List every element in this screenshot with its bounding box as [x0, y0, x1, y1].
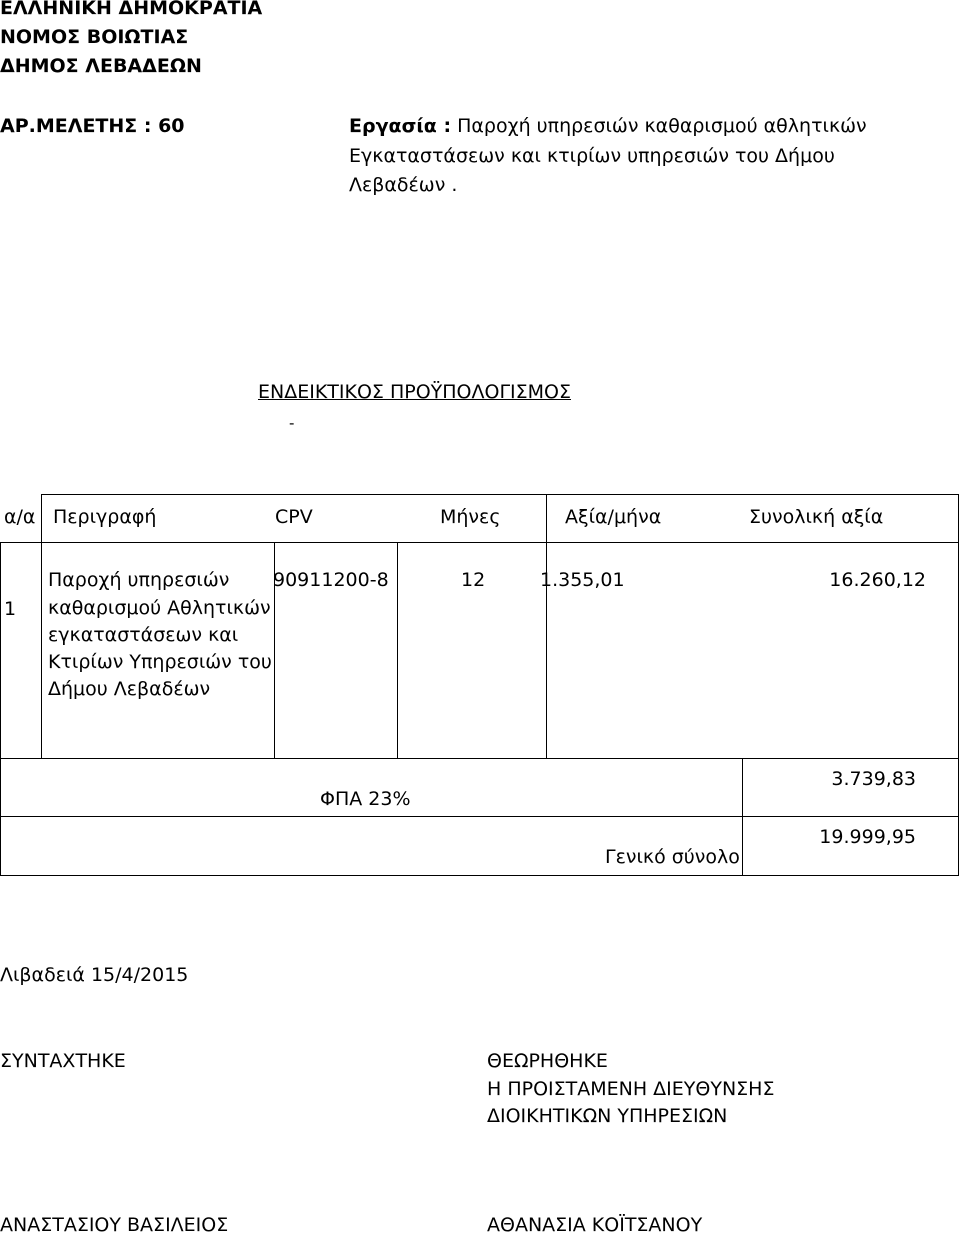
work-description-line2: Εγκαταστάσεων και κτιρίων υπηρεσιών του Δήμου: [349, 145, 835, 167]
header-line-prefecture: ΝΟΜΟΣ ΒΟΙΩΤΙΑΣ: [0, 26, 189, 48]
reviewer-name: ΑΘΑΝΑΣΙΑ ΚΟΪΤΣΑΝΟΥ: [487, 1214, 703, 1236]
col-header-total-value: Συνολική αξία: [749, 506, 884, 528]
work-description-line1: [349, 115, 867, 137]
row-description-line: Κτιρίων Υπηρεσιών του: [48, 651, 272, 673]
work-description-line3: Λεβαδέων .: [349, 174, 458, 196]
row-cpv: 90911200-8: [273, 569, 389, 591]
study-number: ΑΡ.ΜΕΛΕΤΗΣ : 60: [0, 115, 185, 137]
table-border: [958, 494, 959, 876]
budget-title: ΕΝΔΕΙΚΤΙΚΟΣ ΠΡΟΫΠΟΛΟΓΙΣΜΟΣ: [258, 381, 571, 403]
table-border: [41, 494, 42, 758]
work-text-line1: Παροχή υπηρεσιών καθαρισμού αθλητικών: [457, 115, 867, 137]
work-label: Εργασία :: [349, 115, 452, 137]
table-border: [546, 494, 547, 758]
row-months: 12: [461, 569, 486, 591]
vat-label: ΦΠΑ 23%: [320, 788, 411, 810]
header-line-municipality: ΔΗΜΟΣ ΛΕΒΑΔΕΩΝ: [0, 55, 202, 77]
col-header-months: Μήνες: [440, 506, 501, 528]
table-border: [0, 542, 1, 876]
row-description-line: Παροχή υπηρεσιών: [48, 569, 230, 591]
row-value-per-month: 1.355,01: [540, 569, 625, 591]
table-border: [0, 816, 959, 817]
composer-name: ΑΝΑΣΤΑΣΙΟΥ ΒΑΣΙΛΕΙΟΣ: [0, 1214, 229, 1236]
reviewer-role-line1: Η ΠΡΟΙΣΤΑΜΕΝΗ ΔΙΕΥΘΥΝΣΗΣ: [487, 1078, 775, 1100]
reviewer-role-line2: ΔΙΟΙΚΗΤΙΚΩΝ ΥΠΗΡΕΣΙΩΝ: [487, 1105, 728, 1127]
table-border: [41, 494, 959, 495]
table-border: [0, 875, 959, 876]
header-line-republic: ΕΛΛΗΝΙΚΗ ΔΗΜΟΚΡΑΤΙΑ: [0, 0, 263, 19]
table-border: [397, 542, 398, 758]
col-header-aa: α/α: [4, 506, 36, 528]
budget-title-mark: -: [289, 414, 295, 432]
grand-total-label: Γενικό σύνολο: [605, 846, 740, 868]
reviewed-label: ΘΕΩΡΗΘΗΚΕ: [487, 1050, 608, 1072]
row-description-line: καθαρισμού Αθλητικών: [48, 597, 271, 619]
row-total-value: 16.260,12: [829, 569, 926, 591]
col-header-cpv: CPV: [275, 506, 313, 528]
vat-value: 3.739,83: [831, 768, 916, 790]
table-border: [0, 542, 959, 543]
grand-total-value: 19.999,95: [819, 826, 916, 848]
place-date: Λιβαδειά 15/4/2015: [0, 964, 189, 986]
table-border: [742, 758, 743, 876]
col-header-value-per-month: Αξία/μήνα: [565, 506, 662, 528]
table-border: [0, 758, 959, 759]
row-description-line: Δήμου Λεβαδέων: [48, 678, 211, 700]
row-description-line: εγκαταστάσεων και: [48, 624, 239, 646]
row-aa: 1: [4, 598, 17, 620]
col-header-description: Περιγραφή: [53, 506, 157, 528]
composed-label: ΣΥΝΤΑΧΤΗΚΕ: [0, 1050, 126, 1072]
